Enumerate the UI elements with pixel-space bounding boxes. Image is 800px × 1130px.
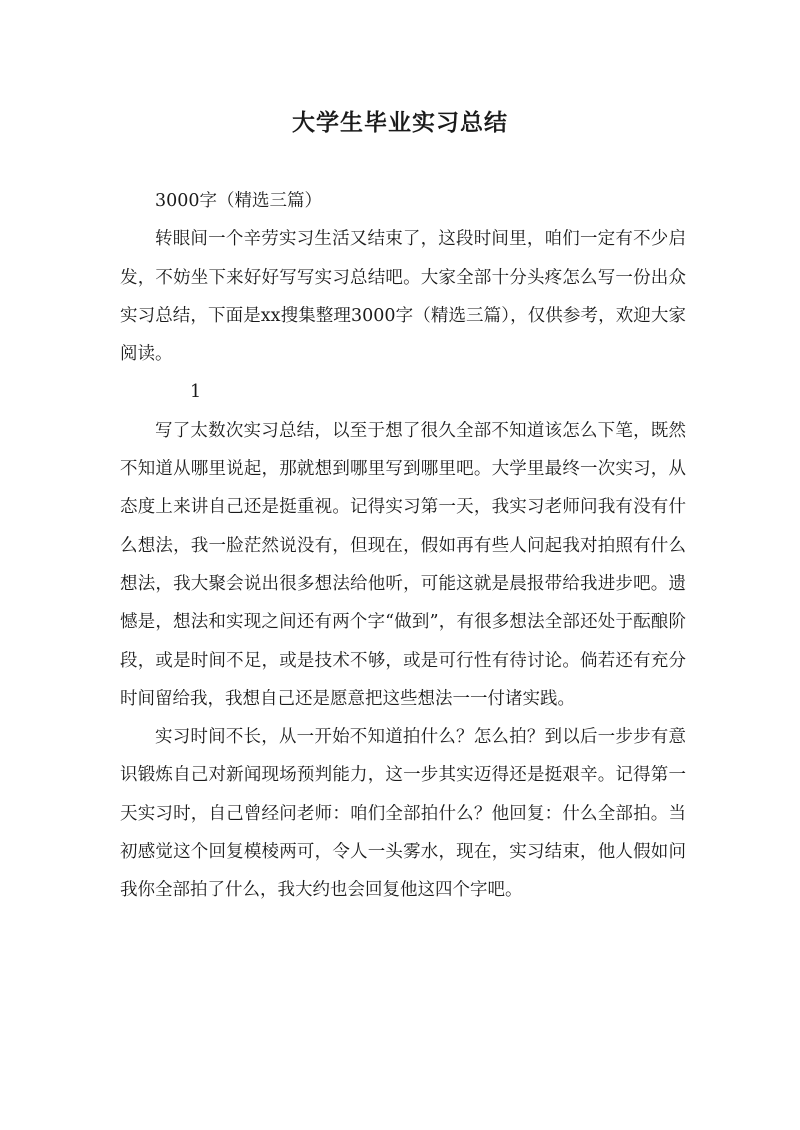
subtitle-paragraph: 3000字（精选三篇） [155, 191, 323, 211]
section-number: 1 [190, 382, 202, 403]
body-paragraph: 实习时间不长，从一开始不知道拍什么？怎么拍？到以后一步步有意识锻炼自己对新闻现场预判能力，这一步其实迈得还是挺艰辛。记得第一天实习时，自己曾经问老师：咱们全部拍什么？他回复：什么全部拍。当初感觉这个回复模棱两可，令人一头雾水，现在，实习结束，他人假如问我你全部拍了什么，我大约也会回复他这四个字吧。 [120, 727, 686, 901]
body-paragraph: 写了太数次实习总结，以至于想了很久全部不知道该怎么下笔，既然不知道从哪里说起，那就想到哪里写到哪里吧。大学里最终一次实习，从态度上来讲自己还是挺重视。记得实习第一天，我实习老师问我有没有什么想法，我一脸茫然说没有，但现在，假如再有些人问起我对拍照有什么想法，我大聚会说出很多想法给他听，可能这就是晨报带给我进步吧。遗憾是，想法和实现之间还有两个字“做到”，有很多想法全部还处于酝酿阶段，或是时间不足，或是技术不够，或是可行性有待讨论。倘若还有充分时间留给我，我想自己还是愿意把这些想法一一付诸实践。 [120, 420, 686, 709]
document-body [120, 182, 686, 910]
document-title: 大学生毕业实习总结 [292, 109, 508, 136]
intro-paragraph: 转眼间一个辛劳实习生活又结束了，这段时间里，咱们一定有不少启发，不妨坐下来好好写写实习总结吧。大家全部十分头疼怎么写一份出众实习总结，下面是xx搜集整理3000字（精选三篇），仅供参考，欢迎大家阅读。 [120, 229, 686, 365]
